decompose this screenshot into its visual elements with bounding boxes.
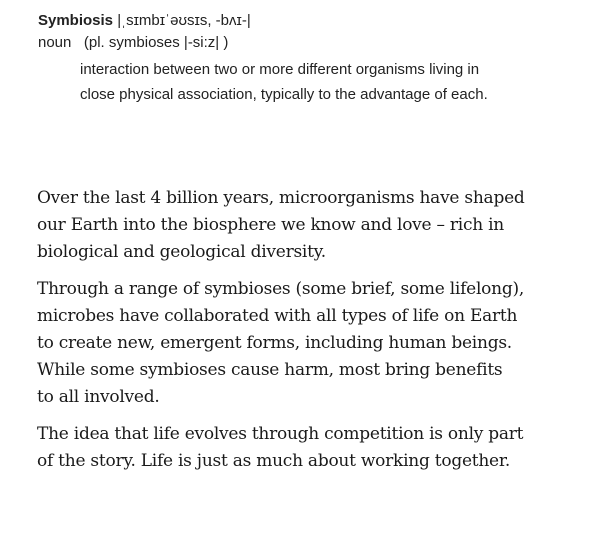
paragraph-line: The idea that life evolves through competition is only part [37,424,524,444]
paragraph-line: microbes have collaborated with all types of life on Earth [37,306,518,326]
paragraph-working-together [37,421,577,475]
paragraph-line: of the story. Life is just as much about working together. [37,451,511,471]
paragraph-line: to all involved. [37,387,160,407]
body-text [37,185,577,485]
paragraph-line: biological and geological diversity. [37,242,326,262]
plural-note: (pl. symbioses |-si:z| ) [83,34,229,51]
paragraph-line: our Earth into the biosphere we know and love – rich in [37,215,504,235]
paragraph-line: While some symbioses cause harm, most bring benefits [37,360,503,380]
part-of-speech-line [38,32,568,54]
paragraph-line: Over the last 4 billion years, microorganisms have shaped [37,188,525,208]
dictionary-entry [38,10,568,107]
part-of-speech: noun [38,34,72,51]
paragraph-biosphere [37,185,577,266]
definition-line: interaction between two or more different organisms living in [80,61,480,78]
headword-line [38,10,568,32]
pronunciation: |ˌsɪmbɪˈəʊsɪs, -bʌɪ-| [117,12,251,29]
definition-line: close physical association, typically to the advantage of each. [80,86,488,103]
definition [80,57,550,107]
paragraph-symbioses [37,276,577,411]
headword: Symbiosis [38,12,114,29]
paragraph-line: Through a range of symbioses (some brief, some lifelong), [37,279,525,299]
paragraph-line: to create new, emergent forms, including human beings. [37,333,512,353]
